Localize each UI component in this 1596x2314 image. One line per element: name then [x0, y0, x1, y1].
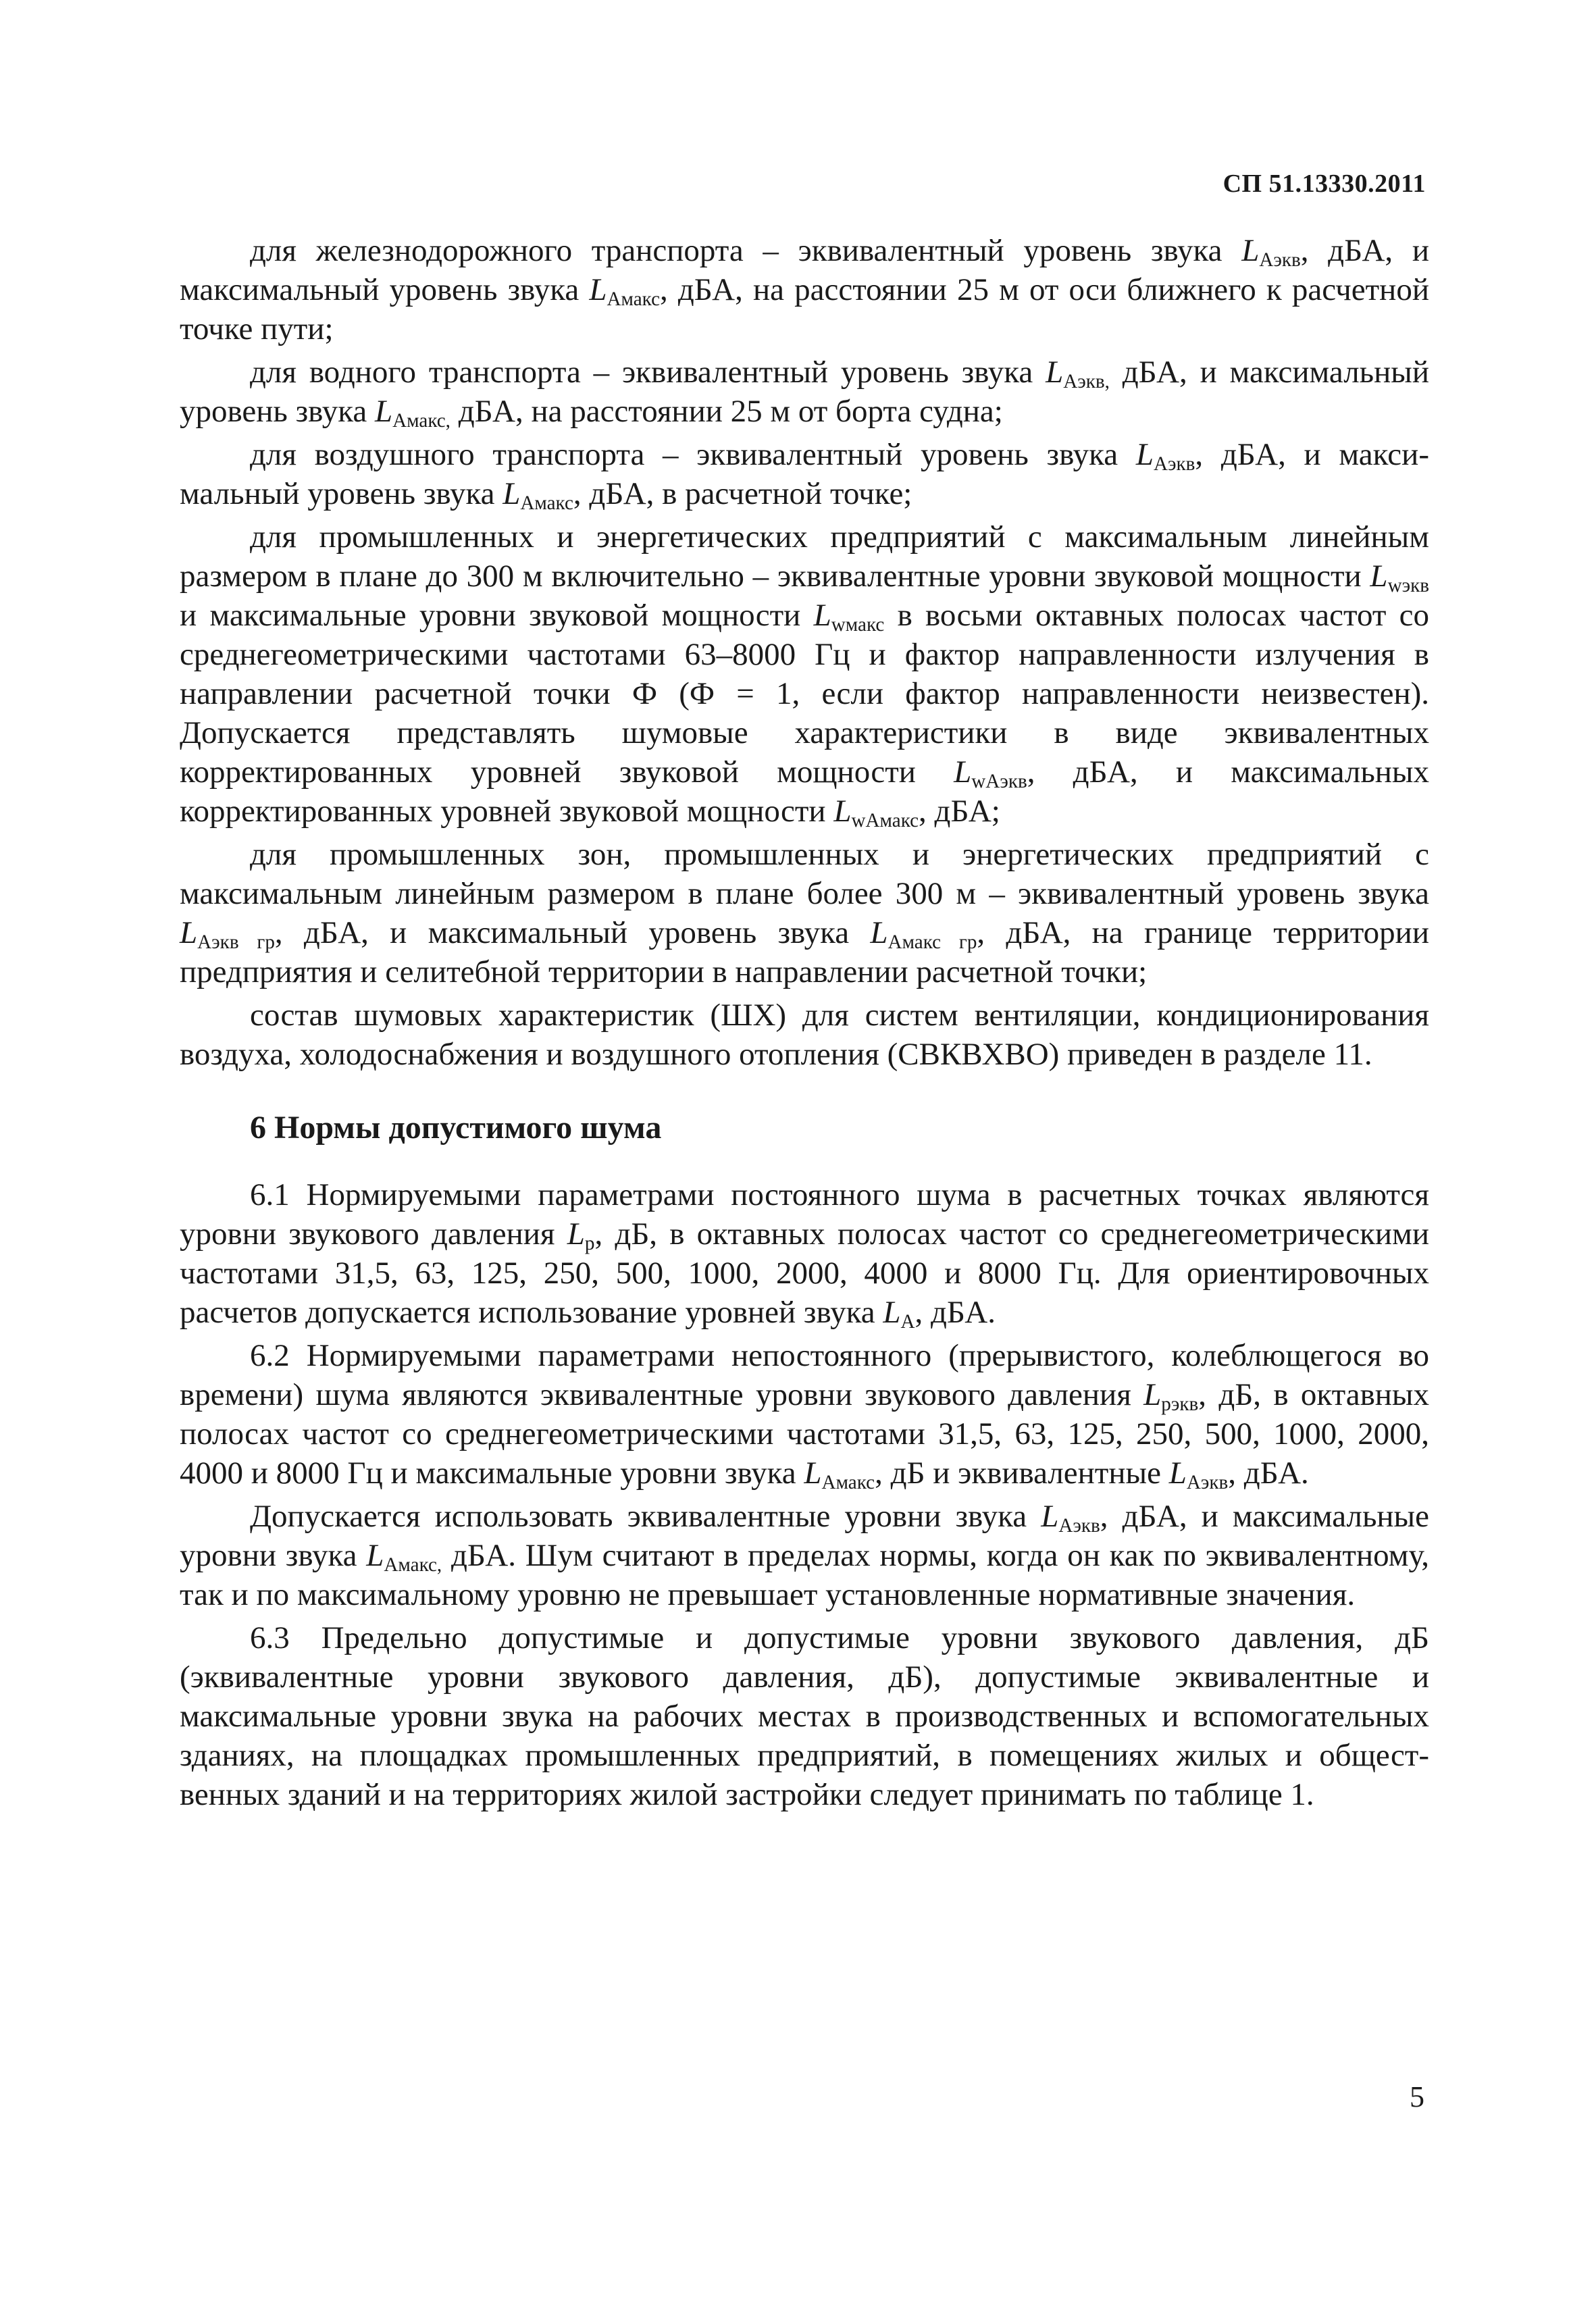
- section-title: 6 Нормы допустимого шума: [250, 1110, 662, 1146]
- paragraphs-before-section: [180, 231, 1429, 1074]
- paragraph-water-transport: для водного транспорта – эквивалентный уровень звука $L_{Аэкв,}$ дБА, и максимальный уровень звука $L_{Амакс,}$ дБА, на расстоянии 25 м от борта судна;: [180, 355, 1429, 432]
- paragraph-industrial-small: для промышленных и энергетических предприятий с максимальным линейным размером в плане до 300 м включительно – эквивалентные уровни звуковой мощности $L_{wэкв}$ и максимальные уровни звуковой мощности $L_{wмакс}$ в восьми октавных полосах частот со среднегеометрическими частотами 63–8000 Гц и фактор направленности излучения в направлении расчетной точки Ф (Ф = 1, если фактор направленности неизвестен). Допускается представлять шумовые характеристики в виде эквивалентных корректированных уровней звуковой мощности $L_{wАэкв}$, дБА, и максимальных корректированных уровней звуковой мощности $L_{wАмакс}$, дБА;: [180, 519, 1430, 832]
- paragraph-6-2: 6.2 Нормируемыми параметрами непостоянного (прерывистого, колеблющегося во времени) шума являются эквивалентные уровни звукового давления $L_{pэкв}$, дБ, в октавных полосах частот со среднегеометрическими частотами 31,5, 63, 125, 250, 500, 1000, 2000, 4000 и 8000 Гц и максимальные уровни звука $L_{Амакс}$, дБ и эквивалентные $L_{Аэкв}$, дБА.: [180, 1338, 1429, 1494]
- document-code: СП 51.13330.2011: [1222, 170, 1426, 198]
- page-number: 5: [1410, 2080, 1424, 2113]
- paragraph-rail-transport: для железнодорожного транспорта – эквивалентный уровень звука $L_{Аэкв}$, дБА, и максимальный уровень звука $L_{Амакс}$, дБА, на расстоянии 25 м от оси ближнего к расчетной точке пути;: [180, 233, 1429, 346]
- paragraph-6-1: 6.1 Нормируемыми параметрами постоянного шума в расчетных точках являются уровни звукового давления $L_p$, дБ, в октавных полосах частот со среднегеометрическими частотами 31,5, 63, 125, 250, 500, 1000, 2000, 4000 и 8000 Гц. Для ориентировочных расчетов допускается использование уровней звука $L_А$, дБА.: [180, 1177, 1429, 1333]
- paragraph-air-transport: для воздушного транспорта – эквивалентный уровень звука $L_{Аэкв}$, дБА, и макси-мальный уровень звука $L_{Амакс}$, дБА, в расчетной точке;: [180, 437, 1429, 515]
- document-body: [180, 231, 1429, 1818]
- paragraph-allowed: Допускается использовать эквивалентные уровни звука $L_{Аэкв}$, дБА, и максимальные уровни звука $L_{Амакс,}$ дБА. Шум считают в пределах нормы, когда он как по эквивалентному, так и по максимальному уровню не превышает установленные нормативные значения.: [180, 1499, 1429, 1612]
- paragraphs-after-section: [180, 1175, 1429, 1814]
- paragraph-hvac-noise: состав шумовых характеристик (ШХ) для систем вентиляции, кондиционирования воздуха, холодоснабжения и воздушного отопления (СВКВХВО) приведен в разделе 11.: [180, 998, 1429, 1072]
- paragraph-industrial-large: для промышленных зон, промышленных и энергетических предприятий с максимальным линейным размером в плане более 300 м – эквивалентный уровень звука $L_{Аэкв гр}$, дБА, и максимальный уровень звука $L_{Амакс гр}$, дБА, на границе территории предприятия и селитебной территории в направлении расчетной точки;: [180, 837, 1429, 989]
- paragraph-6-3: 6.3 Предельно допустимые и допустимые уровни звукового давления, дБ (эквивалентные уровни звукового давления, дБ), допустимые эквивалентные и максимальные уровни звука на рабочих местах в производственных и вспомогательных зданиях, на площадках промышленных предприятий, в помещениях жилых и общест-венных зданий и на территориях жилой застройки следует принимать по таблице 1.: [180, 1620, 1429, 1812]
